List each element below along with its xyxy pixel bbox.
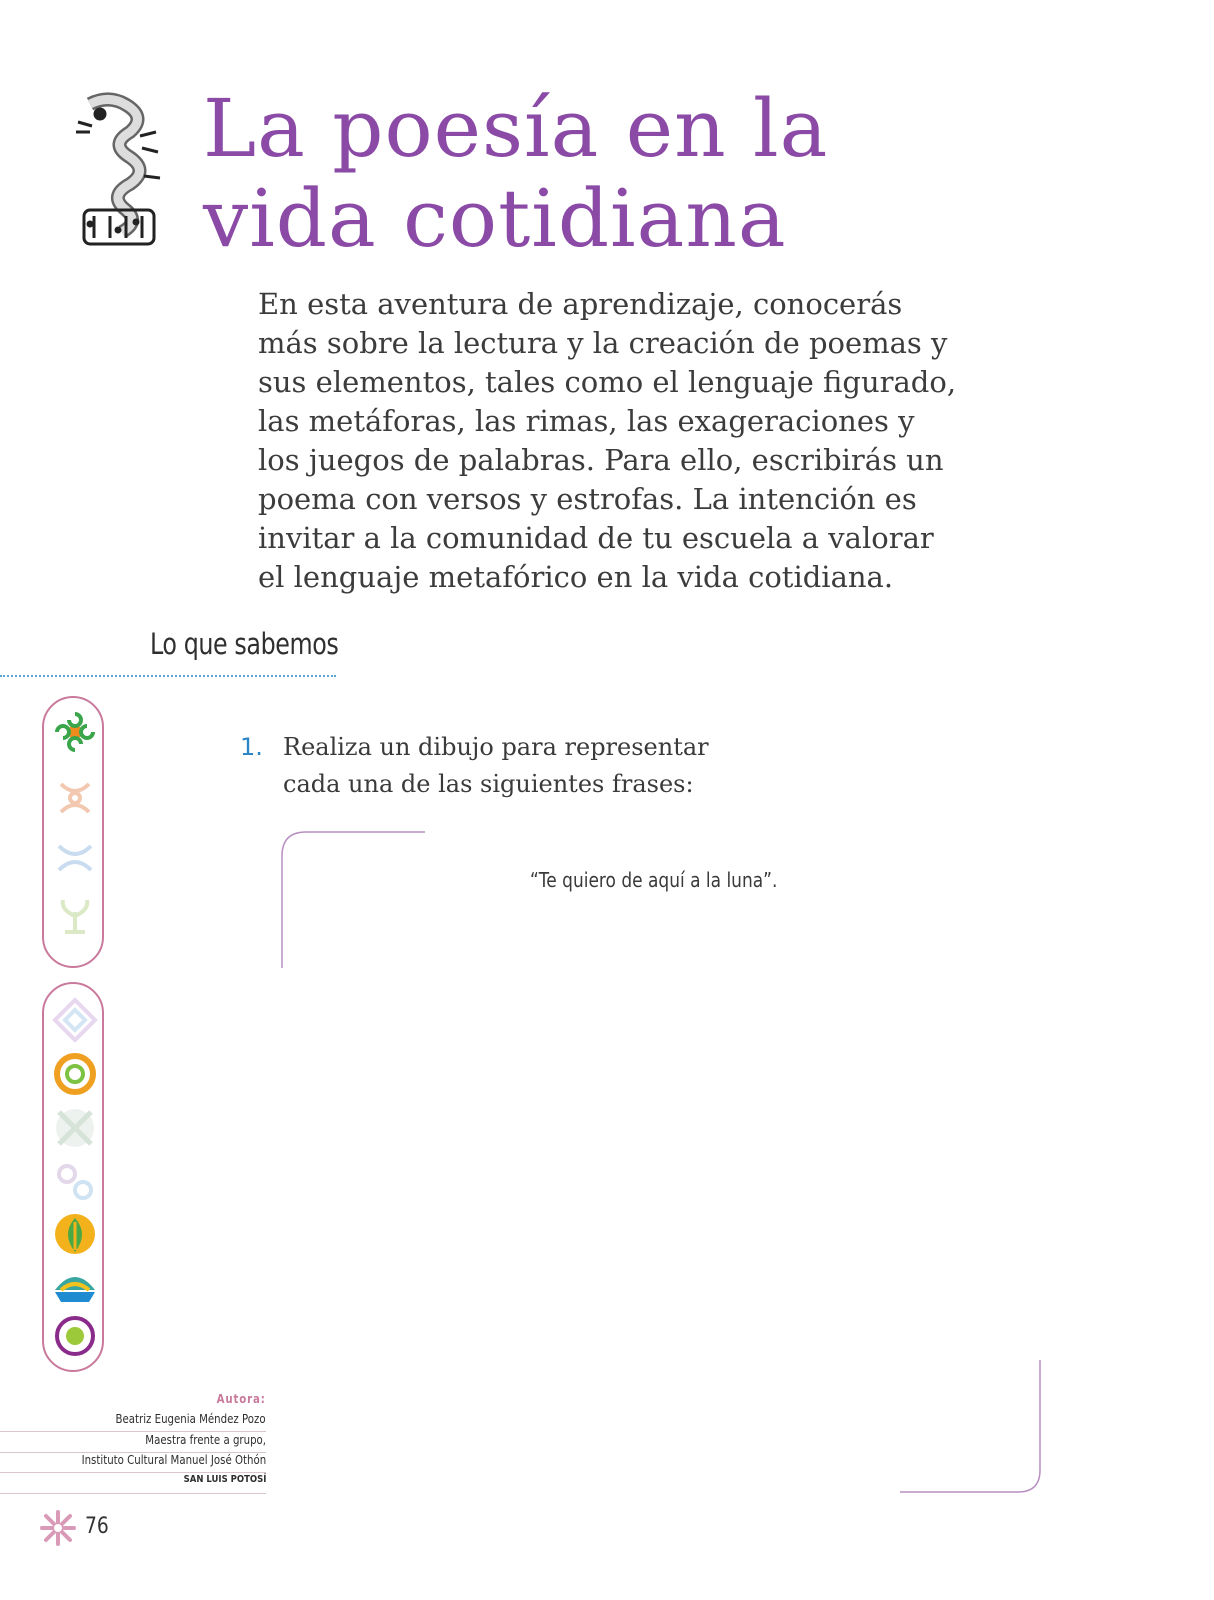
author-role: Maestra frente a grupo, [0, 1433, 266, 1453]
community-green-icon [51, 708, 99, 756]
serpent-glyph-icon [70, 92, 166, 254]
drawing-frame[interactable] [280, 830, 1060, 1530]
page-star-icon [40, 1510, 76, 1546]
intro-paragraph: En esta aventura de aprendizaje, conocerás más sobre la lectura y la creación de poemas y sus elementos, tales como el lenguaje figurado, las metáforas, las rimas, las exageraciones y los juegos de palabras. Para ello, escribirás un poema con versos y estrofas. La intención es invitar a la comunidad de tu escuela a valorar el lenguaje metafórico en la vida cotidiana. [258, 287, 957, 594]
activity-instruction: Realiza un dibujo para representar cada una de las siguientes frases: [283, 733, 709, 798]
page-title [203, 84, 1103, 264]
author-institution: Instituto Cultural Manuel José Othón [0, 1453, 266, 1473]
faded-green-icon [51, 892, 99, 940]
faded-community-icon [51, 774, 99, 822]
section-heading: Lo que sabemos [150, 627, 339, 661]
page-number: 76 [85, 1514, 109, 1539]
orange-spiral-icon [51, 1050, 99, 1098]
author-label: Autora: [217, 1392, 266, 1406]
faded-cross-icon [51, 1104, 99, 1152]
author-name: Beatriz Eugenia Méndez Pozo [0, 1412, 266, 1432]
page-title-line-2: vida cotidiana [203, 172, 787, 265]
quote-phrase: “Te quiero de aquí a la luna”. [530, 868, 778, 892]
purple-circle-icon [51, 1312, 99, 1360]
faded-links-icon [51, 1158, 99, 1206]
faded-blue-icon [51, 834, 99, 882]
page-title-line-1: La poesía en la [203, 82, 829, 175]
blue-yellow-arch-icon [51, 1262, 99, 1310]
section-divider [0, 675, 336, 677]
green-seed-icon [51, 1210, 99, 1258]
faded-diamond-icon [51, 996, 99, 1044]
author-city: SAN LUIS POTOSÍ [0, 1474, 266, 1494]
activity-number: 1. [240, 733, 263, 761]
